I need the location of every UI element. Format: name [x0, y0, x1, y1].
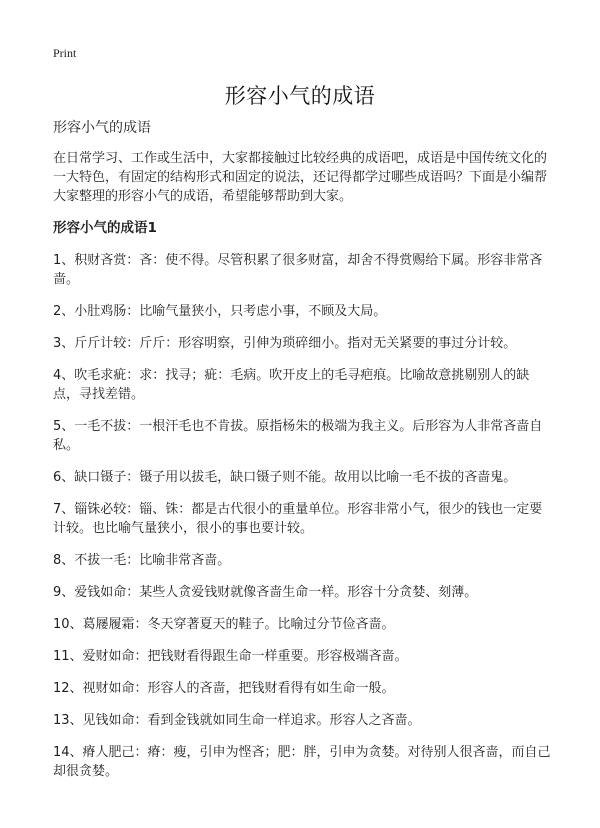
document-subtitle: 形容小气的成语	[53, 120, 151, 136]
intro-paragraph: 在日常学习、工作或生活中，大家都接触过比较经典的成语吧，成语是中国传统文化的一大特色，有固定的结构形式和固定的说法，还记得都学过哪些成语吗？下面是小编帮大家整理的形容小气的成语，希望能够帮助到大家。	[53, 151, 548, 204]
list-item: 7、锱铢必较：锱、铢：都是古代很小的重量单位。形容非常小气，很少的钱也一定要计较。也比喻气量狭小，很小的事也要计较。	[53, 502, 543, 536]
list-item: 10、葛屦履霜：冬天穿著夏天的鞋子。比喻过分节俭吝啬。	[53, 617, 395, 632]
list-item: 1、积财吝赏：吝：使不得。尽管积累了很多财富，却舍不得赏赐给下属。形容非常吝啬。	[53, 253, 543, 287]
list-item: 9、爱钱如命：某些人贪爱钱财就像吝啬生命一样。形容十分贪婪、刻薄。	[53, 585, 478, 600]
document-body	[53, 118, 553, 794]
list-item: 4、吹毛求疵：求：找寻；疵：毛病。吹开皮上的毛寻疤痕。比喻故意挑剔别人的缺点，寻找差错。	[53, 368, 530, 402]
print-link[interactable]: Print	[53, 46, 77, 60]
page-title: 形容小气的成语	[224, 84, 376, 108]
list-item: 6、缺口镊子：镊子用以拔毛，缺口镊子则不能。故用以比喻一毛不拔的吝啬鬼。	[53, 470, 517, 485]
list-item: 12、视财如命：形容人的吝啬，把钱财看得有如生命一般。	[53, 681, 395, 696]
section-heading: 形容小气的成语1	[53, 220, 157, 236]
list-item: 11、爱财如命：把钱财看得跟生命一样重要。形容极端吝啬。	[53, 649, 408, 664]
idiom-list	[53, 251, 553, 781]
list-item: 3、斤斤计较：斤斤：形容明察，引伸为琐碎细小。指对无关紧要的事过分计较。	[53, 336, 517, 351]
list-item: 8、不拔一毛：比喻非常吝啬。	[53, 553, 231, 568]
list-item: 14、瘠人肥己：瘠：瘦，引申为悭吝；肥：胖，引申为贪婪。对待别人很吝啬，而自己却很贪婪。	[53, 745, 551, 779]
list-item: 13、见钱如命：看到金钱就如同生命一样追求。形容人之吝啬。	[53, 713, 421, 728]
list-item: 5、一毛不拔：一根汗毛也不肯拔。原指杨朱的极端为我主义。后形容为人非常吝啬自私。	[53, 419, 543, 453]
list-item: 2、小肚鸡肠：比喻气量狭小，只考虑小事，不顾及大局。	[53, 304, 387, 319]
